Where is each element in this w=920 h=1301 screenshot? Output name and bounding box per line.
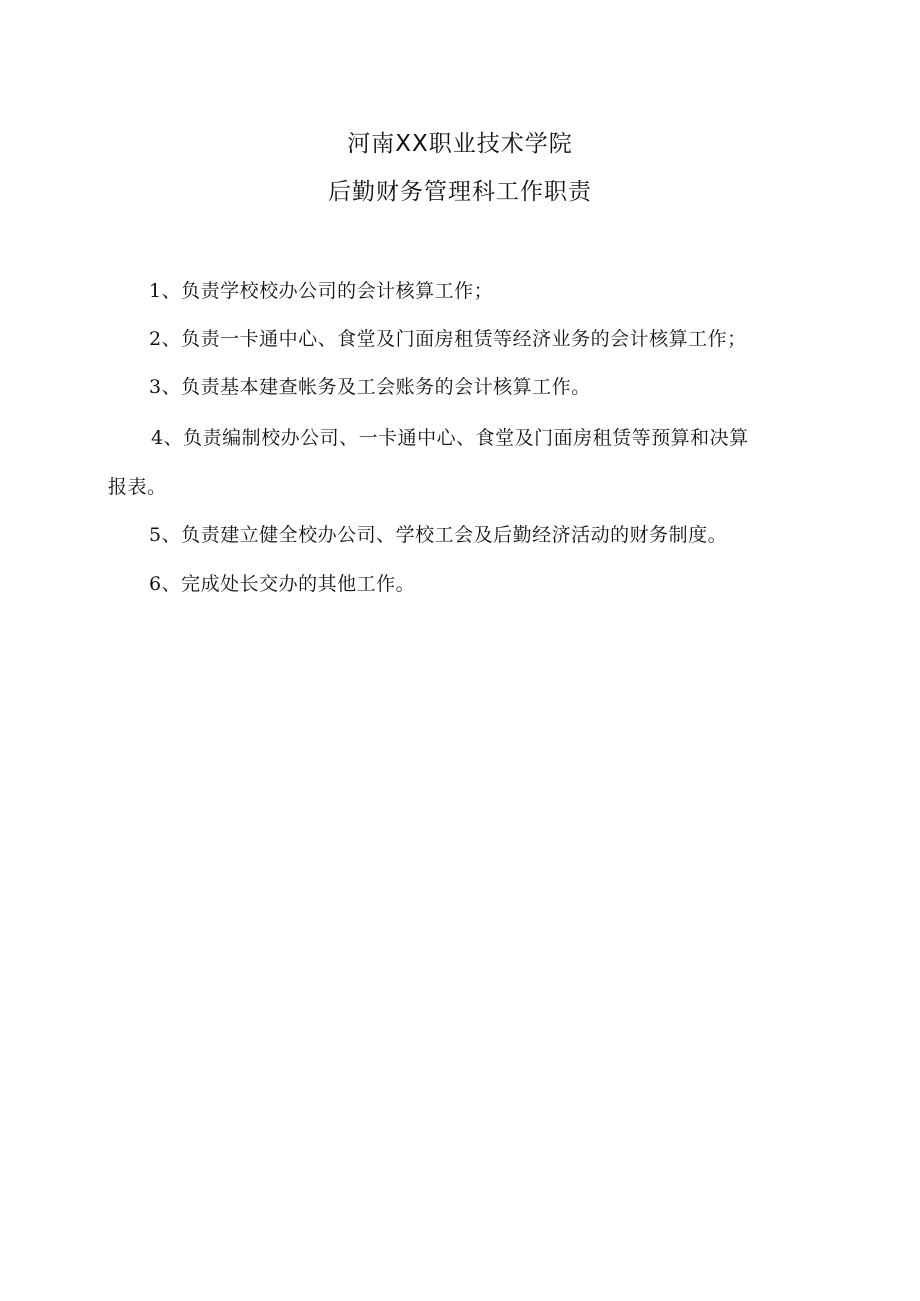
document-title-institution: 河南XX职业技术学院 [347, 131, 573, 157]
document-title-department: 后勤财务管理科工作职责 [328, 179, 592, 205]
duty-item-4-line1: 4、负责编制校办公司、一卡通中心、食堂及门面房租赁等预算和决算 [151, 427, 749, 449]
duty-item-2: 2、负责一卡通中心、食堂及门面房租赁等经济业务的会计核算工作； [149, 328, 747, 350]
duty-item-1: 1、负责学校校办公司的会计核算工作； [149, 280, 494, 302]
duty-item-3: 3、负责基本建查帐务及工会账务的会计核算工作。 [149, 376, 591, 398]
duty-item-6: 6、完成处长交办的其他工作。 [149, 573, 416, 595]
duty-item-5: 5、负责建立健全校办公司、学校工会及后勤经济活动的财务制度。 [149, 524, 728, 546]
duty-item-4-line2: 报表。 [108, 476, 167, 498]
